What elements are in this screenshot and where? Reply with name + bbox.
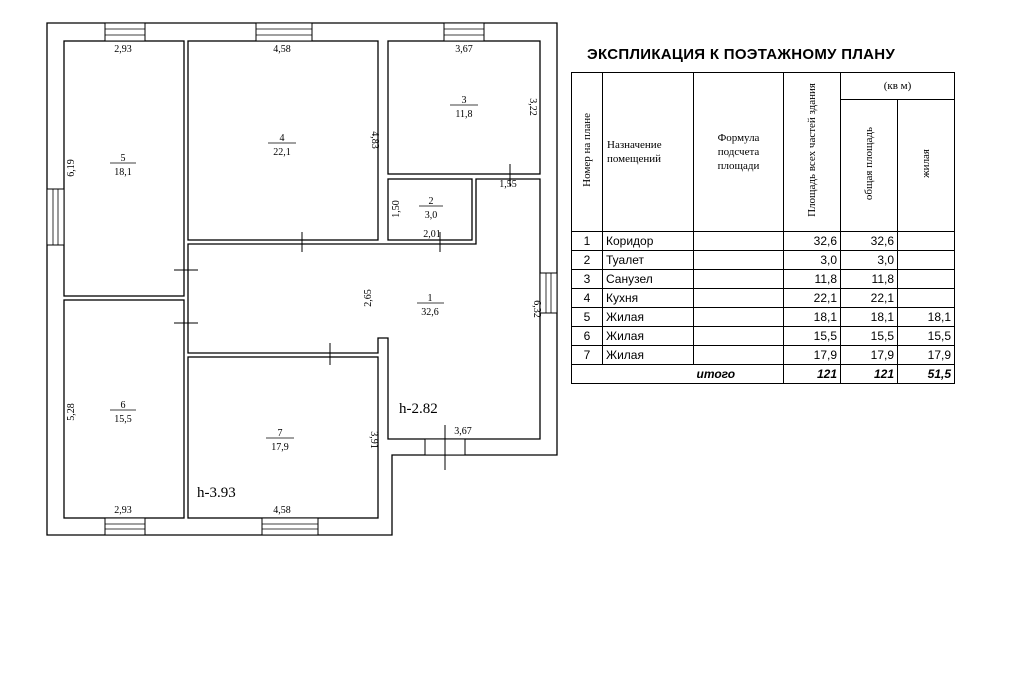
dimension-r2-bottom: 2,01 bbox=[423, 229, 441, 240]
room-6-area: 15,5 bbox=[114, 414, 132, 425]
row-1-total: 32,6 bbox=[784, 232, 841, 251]
row-1-living bbox=[898, 232, 955, 251]
row-5-number: 5 bbox=[572, 308, 603, 327]
row-6-number: 6 bbox=[572, 327, 603, 346]
dimension-r7-bottom: 4,58 bbox=[273, 505, 291, 516]
row-6-general: 15,5 bbox=[841, 327, 898, 346]
room-7-area: 17,9 bbox=[271, 442, 289, 453]
dimension-r5-top: 2,93 bbox=[114, 44, 132, 55]
dimension-r1-right: 6,32 bbox=[531, 300, 542, 318]
dimension-r1-bottom: 3,67 bbox=[454, 426, 472, 437]
header-number: Номер на плане bbox=[572, 73, 603, 232]
room-4-area: 22,1 bbox=[273, 147, 291, 158]
window-room-5 bbox=[105, 23, 145, 41]
row-7-number: 7 bbox=[572, 346, 603, 365]
ceiling-height-extension: h-3.93 bbox=[197, 485, 236, 501]
row-3-number: 3 bbox=[572, 270, 603, 289]
row-1-general: 32,6 bbox=[841, 232, 898, 251]
dimension-r3-top: 3,67 bbox=[455, 44, 473, 55]
outer-wall bbox=[47, 23, 557, 535]
row-4-total: 22,1 bbox=[784, 289, 841, 308]
row-2-total: 3,0 bbox=[784, 251, 841, 270]
window-room-3 bbox=[444, 23, 484, 41]
row-3-general: 11,8 bbox=[841, 270, 898, 289]
room-1-area: 32,6 bbox=[421, 307, 439, 318]
room-4-number: 4 bbox=[279, 133, 285, 144]
row-6-living: 15,5 bbox=[898, 327, 955, 346]
header-general-area: общая площадь bbox=[841, 100, 898, 232]
table-row bbox=[572, 289, 955, 308]
row-5-living: 18,1 bbox=[898, 308, 955, 327]
row-3-total: 11,8 bbox=[784, 270, 841, 289]
room-2-number: 2 bbox=[428, 196, 434, 207]
row-4-number: 4 bbox=[572, 289, 603, 308]
explication-table bbox=[571, 72, 955, 384]
row-3-name: Санузел bbox=[603, 270, 694, 289]
room-7-number: 7 bbox=[277, 428, 283, 439]
room-5-number: 5 bbox=[120, 153, 126, 164]
table-row bbox=[572, 327, 955, 346]
window-room-7 bbox=[262, 518, 318, 535]
row-5-name: Жилая bbox=[603, 308, 694, 327]
header-living: жилая bbox=[898, 100, 955, 232]
table-header-row bbox=[572, 73, 955, 100]
window-room-5-side bbox=[47, 189, 64, 245]
dimension-r7-side: 3,91 bbox=[368, 431, 379, 449]
dimension-r2-side: 1,50 bbox=[391, 200, 402, 218]
window-room-4 bbox=[256, 23, 312, 41]
total-living-area: 51,5 bbox=[898, 365, 955, 384]
header-formula: Формула подсчета площади bbox=[694, 73, 784, 232]
row-4-general: 22,1 bbox=[841, 289, 898, 308]
row-3-formula bbox=[694, 270, 784, 289]
room-1-number: 1 bbox=[427, 293, 433, 304]
room-2-area: 3,0 bbox=[424, 210, 438, 221]
dimension-r5-side: 6,19 bbox=[66, 159, 77, 177]
total-general-area: 121 bbox=[841, 365, 898, 384]
row-6-total: 15,5 bbox=[784, 327, 841, 346]
dimension-r1-left: 2,65 bbox=[363, 289, 374, 307]
total-label: итого bbox=[694, 365, 784, 384]
total-blank bbox=[572, 365, 694, 384]
room-5-area: 18,1 bbox=[114, 167, 132, 178]
header-purpose: Назначение помещений bbox=[603, 73, 694, 232]
row-7-general: 17,9 bbox=[841, 346, 898, 365]
row-4-name: Кухня bbox=[603, 289, 694, 308]
row-6-formula bbox=[694, 327, 784, 346]
row-6-name: Жилая bbox=[603, 327, 694, 346]
row-4-living bbox=[898, 289, 955, 308]
row-2-name: Туалет bbox=[603, 251, 694, 270]
header-total-area: Площадь всех частей здания bbox=[784, 73, 841, 232]
ceiling-height-main: h-2.82 bbox=[399, 401, 438, 417]
total-all-area: 121 bbox=[784, 365, 841, 384]
room-1-outline bbox=[188, 179, 540, 439]
dimension-r4-side: 4,83 bbox=[369, 131, 380, 149]
table-row bbox=[572, 232, 955, 251]
dimension-r6-side: 5,28 bbox=[66, 403, 77, 421]
row-5-general: 18,1 bbox=[841, 308, 898, 327]
row-2-living bbox=[898, 251, 955, 270]
room-3-outline bbox=[388, 41, 540, 174]
row-5-total: 18,1 bbox=[784, 308, 841, 327]
row-7-living: 17,9 bbox=[898, 346, 955, 365]
table-row bbox=[572, 346, 955, 365]
row-2-number: 2 bbox=[572, 251, 603, 270]
row-2-general: 3,0 bbox=[841, 251, 898, 270]
row-7-formula bbox=[694, 346, 784, 365]
row-1-number: 1 bbox=[572, 232, 603, 251]
room-3-area: 11,8 bbox=[455, 109, 473, 120]
table-row bbox=[572, 270, 955, 289]
room-3-number: 3 bbox=[461, 95, 467, 106]
dimension-notch: 1,55 bbox=[499, 179, 517, 190]
row-1-formula bbox=[694, 232, 784, 251]
row-4-formula bbox=[694, 289, 784, 308]
row-1-name: Коридор bbox=[603, 232, 694, 251]
row-7-name: Жилая bbox=[603, 346, 694, 365]
row-3-living bbox=[898, 270, 955, 289]
dimension-r6-bottom: 2,93 bbox=[114, 505, 132, 516]
window-room-6 bbox=[105, 518, 145, 535]
row-5-formula bbox=[694, 308, 784, 327]
dimension-r4-top: 4,58 bbox=[273, 44, 291, 55]
room-6-number: 6 bbox=[120, 400, 126, 411]
table-row bbox=[572, 308, 955, 327]
table-total-row bbox=[572, 365, 955, 384]
dimension-r3-side: 3,22 bbox=[527, 98, 538, 116]
row-7-total: 17,9 bbox=[784, 346, 841, 365]
row-2-formula bbox=[694, 251, 784, 270]
explication-title: ЭКСПЛИКАЦИЯ К ПОЭТАЖНОМУ ПЛАНУ bbox=[587, 46, 896, 63]
header-units: (кв м) bbox=[841, 73, 955, 100]
table-row bbox=[572, 251, 955, 270]
